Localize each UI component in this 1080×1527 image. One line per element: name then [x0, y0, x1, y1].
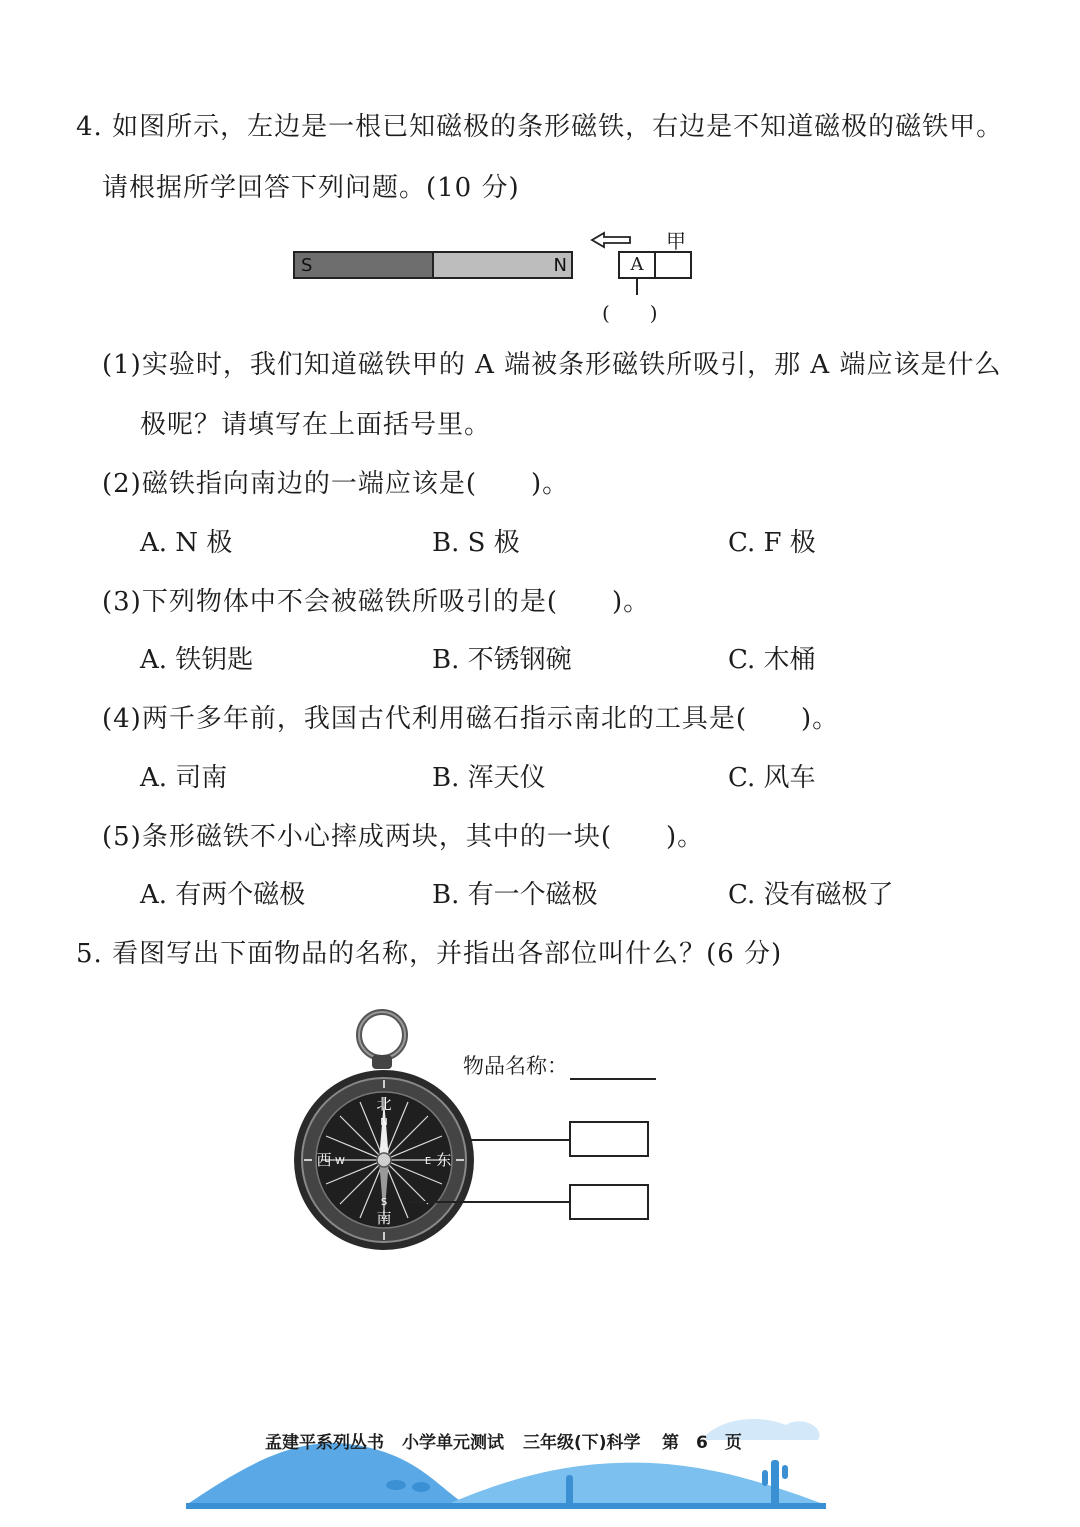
bar-magnet-n-half [434, 253, 571, 277]
q4-sub2-option-a[interactable]: A. N 极 [140, 528, 233, 558]
q4-line1: 4. 如图所示，左边是一根已知磁极的条形磁铁，右边是不知道磁极的磁铁甲。 [76, 112, 1004, 142]
bar-magnet-s-half [295, 253, 434, 277]
left-arrow-icon [590, 230, 640, 250]
a-end-answer-paren[interactable]: ( ) [602, 301, 658, 325]
item-name-field[interactable] [463, 1050, 656, 1080]
q4-sub4-option-c[interactable]: C. 风车 [728, 763, 816, 793]
answer-box-1[interactable] [569, 1121, 649, 1157]
compass-east-char: 东 [436, 1151, 452, 1169]
compass-s-letter: S [380, 1197, 388, 1208]
a-end-label: A [630, 254, 644, 275]
q4-sub3-option-a[interactable]: A. 铁钥匙 [140, 645, 254, 675]
magnet-jia-other-end [656, 253, 690, 277]
compass-e-letter: E [424, 1156, 432, 1167]
compass-n-letter: N [380, 1117, 388, 1128]
q4-sub4-option-b[interactable]: B. 浑天仪 [432, 763, 546, 793]
q4-sub1-line2: 极呢？请填写在上面括号里。 [140, 410, 492, 440]
footer-test: 小学单元测试 [402, 1433, 504, 1453]
answer-box-2[interactable] [569, 1184, 649, 1220]
magnet-jia [618, 251, 692, 279]
a-end-pointer [636, 279, 638, 295]
compass-west-char: 西 [316, 1151, 332, 1169]
q4-sub5-option-a[interactable]: A. 有两个磁极 [140, 880, 306, 910]
magnet-jia-a-end [620, 253, 656, 277]
q4-sub2-option-b[interactable]: B. S 极 [432, 528, 520, 558]
leader-line-2 [410, 1201, 570, 1203]
item-name-label: 物品名称： [463, 1054, 568, 1078]
compass-south-char: 南 [376, 1209, 392, 1227]
footer-series: 孟建平系列丛书 [265, 1433, 384, 1453]
q4-sub5-option-c[interactable]: C. 没有磁极了 [728, 880, 894, 910]
q4-sub2: (2)磁铁指向南边的一端应该是( )。 [102, 469, 570, 499]
jia-label: 甲 [666, 229, 686, 253]
leader-line-1 [470, 1139, 570, 1141]
compass-north-char: 北 [376, 1095, 392, 1113]
q4-sub5: (5)条形磁铁不小心摔成两块，其中的一块( )。 [102, 822, 705, 852]
item-name-blank[interactable] [570, 1078, 656, 1080]
footer-landscape-image [186, 1405, 826, 1515]
s-pole-label: S [301, 255, 313, 276]
compass-image [292, 1005, 482, 1255]
footer-grade: 三年级(下)科学 [523, 1433, 641, 1453]
compass-w-letter: W [335, 1156, 345, 1167]
q4-sub5-option-b[interactable]: B. 有一个磁极 [432, 880, 598, 910]
q4-sub2-option-c[interactable]: C. F 极 [728, 528, 816, 558]
footer-page: 第 6 页 [662, 1433, 742, 1453]
q4-sub1-line1: (1)实验时，我们知道磁铁甲的 A 端被条形磁铁所吸引，那 A 端应该是什么 [102, 350, 1002, 380]
q4-sub3: (3)下列物体中不会被磁铁所吸引的是( )。 [102, 587, 651, 617]
q4-sub3-option-c[interactable]: C. 木桶 [728, 645, 816, 675]
n-pole-label: N [553, 255, 567, 276]
q4-sub4: (4)两千多年前，我国古代利用磁石指示南北的工具是( )。 [102, 704, 840, 734]
q4-sub4-option-a[interactable]: A. 司南 [140, 763, 228, 793]
bar-magnet [293, 251, 573, 279]
q4-sub3-option-b[interactable]: B. 不锈钢碗 [432, 645, 572, 675]
q4-line2: 请根据所学回答下列问题。(10 分) [102, 173, 520, 203]
q5-title: 5. 看图写出下面物品的名称，并指出各部位叫什么？(6 分) [76, 939, 783, 969]
